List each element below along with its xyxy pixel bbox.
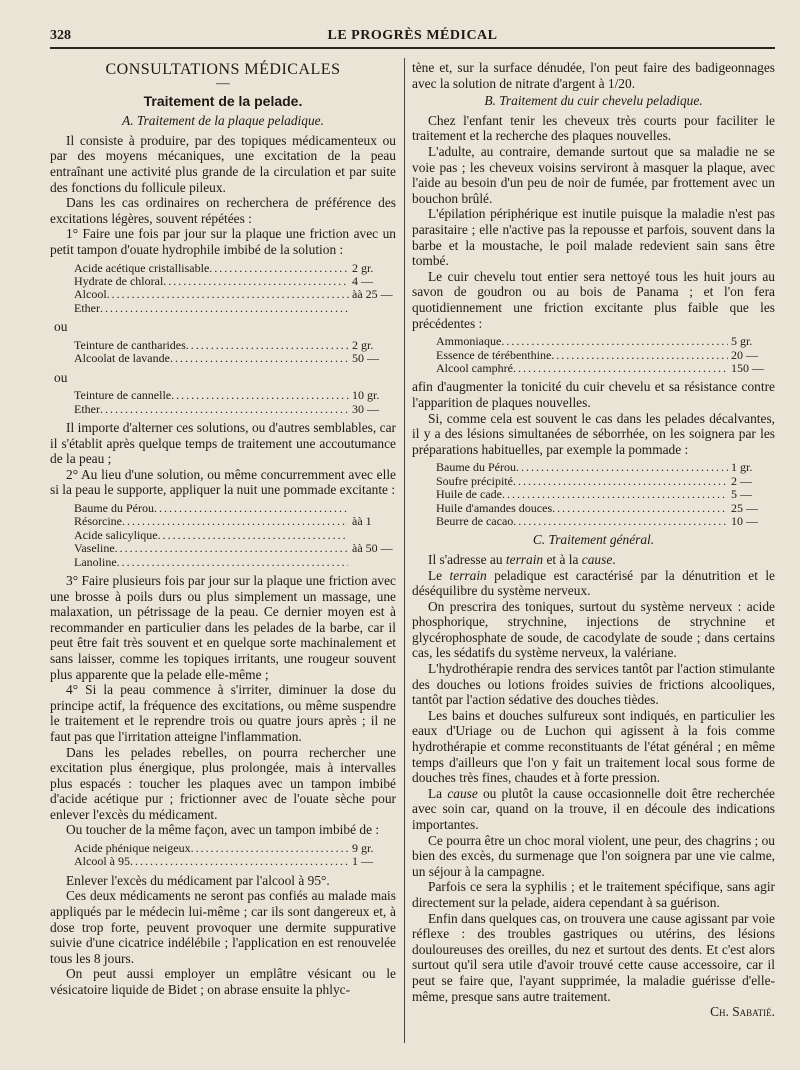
right-column [412,60,775,1020]
paragraph: Les bains et douches sulfureux sont indiqués, en particulier les eaux d'Uriage ou de Luchon qui agissent à la fois comme hydrothérapie et comme reconstituants de l'état général ; en même temps d'ailleurs que l'on y fait un traitement local sous forme de douches très fines, chaudes et à forte pression. [412,707,775,786]
paragraph: Parfois ce sera la syphilis ; et le traitement spécifique, sans agir directement sur la pelade, aidera cependant à sa guérison. [412,879,775,910]
paragraph: On prescrira des toniques, surtout du système nerveux : acide phosphorique, strychnine, injections de strychnine et glycérophosphate de soude, de cacodylate de soude ; dans certains cas, les sédatifs du système nerveux, la valériane. [412,598,775,661]
paragraph: 3° Faire plusieurs fois par jour sur la plaque une friction avec une brosse à poils durs ou plus simplement un massage, une malaxation, un pétrissage de la peau. Ce dernier moyen est à recommander en particulier dans les pelades de la barbe, car il peut être fait très souvent et en quelque sorte machinalement et sans laisser, comme les topiques irritants, une rougeur souvent plus apparente que la pelade elle-même ; [50,572,396,682]
paragraph: Il consiste à produire, par des topiques médicamenteux ou par des moyens mécaniques, une excitation de la peau entraînant une activité plus grande de la circulation et par suite des fonctions du follicule pileux. [50,132,396,195]
paragraph: Si, comme cela est souvent le cas dans les pelades décalvantes, il y a des lésions simultanées de séborrhée, on les soignera par les préparations habituelles, par exemple la pommade : [412,410,775,457]
paragraph: La cause ou plutôt la cause occasionnelle doit être recherchée avec soin car, quand on la trouve, il en découle des indications importantes. [412,785,775,832]
formula-row: Alcool à 95 ..... 1 — [74,855,396,868]
section-a-heading: A. Traitement de la plaque peladique. [122,113,324,129]
author-signature: Ch. Sabatié. [710,1004,775,1020]
formula-row: Lanoline ..... [74,556,396,569]
formula-row: Beurre de cacao ..... 10 — [436,515,775,528]
paragraph: L'épilation périphérique est inutile puisque la maladie n'est pas parasitaire ; elle n'active pas la repousse et parfois, souvent dans la barbe et la moustache, le poil malade redevient sain sans être tombé. [412,206,775,269]
paragraph: afin d'augmenter la tonicité du cuir chevelu et sa résistance contre l'apparition de plaques nouvelles. [412,379,775,410]
formula-row: Baume du Pérou ..... 1 gr. [436,461,775,474]
formula-row: Ether ..... 30 — [74,403,396,416]
formula-row: Baume du Pérou ..... [74,502,396,515]
formula-5 [74,842,396,869]
formula-2 [74,339,396,366]
formula-row: Huile de cade ..... 5 — [436,488,775,501]
paragraph: Dans les pelades rebelles, on pourra rechercher une excitation plus énergique, plus prolongée, mais à intervalles plus espacés : toucher les plaques avec un tampon imbibé d'acide acétique pur ; frictionner avec de l'ouate sèche pour enlever l'excès du médicament. [50,744,396,822]
formula-row: Acide salicylique ..... [74,529,396,542]
formula-row: Alcool camphré ..... 150 — [436,362,775,375]
formula-row: Ether ..... [74,302,396,315]
paragraph: 4° Si la peau commence à s'irriter, diminuer la dose du principe actif, la fréquence des excitations, ou même suspendre le traitement et le reprendre trois ou quatre jours après ; il ne faut pas que l'irritation atteigne l'inflammation. [50,682,396,744]
main-title: CONSULTATIONS MÉDICALES [105,61,341,78]
alternative-ou: ou [54,319,68,335]
formula-row: Teinture de cannelle ..... 10 gr. [74,389,396,402]
formula-6 [436,335,775,375]
formula-row: Huile d'amandes douces ..... 25 — [436,502,775,515]
section-b-heading: B. Traitement du cuir chevelu peladique. [484,93,703,109]
formula-row: Résorcine ..... àà 1 [74,515,396,528]
paragraph: Ce pourra être un choc moral violent, une peur, des chagrins ; ou bien des excès, du surmenage que l'on soignera par une vie calme, un séjour à la campagne. [412,832,775,879]
paragraph: L'adulte, au contraire, demande surtout que sa maladie ne se voie pas ; les cheveux voisins serviront à masquer la plaque, avec l'aide au besoin d'un peu de noir de fumée, par frottement avec un bouchon brûlé. [412,143,775,206]
formula-1 [74,262,396,316]
journal-title: LE PROGRÈS MÉDICAL [327,28,498,43]
paragraph: On peut aussi employer un emplâtre vésicant ou le vésicatoire liquide de Bidet ; on abrase ensuite la phlyc- [50,966,396,998]
paragraph: Le terrain peladique est caractérisé par la dénutrition et le déséquilibre du système nerveux. [412,567,775,599]
paragraph: tène et, sur la surface dénudée, l'on peut faire des badigeonnages avec la solution de nitrate d'argent à 1/20. [412,60,775,91]
formula-row: Alcool ..... àà 25 — [74,288,396,301]
paragraph: Le cuir chevelu tout entier sera nettoyé tous les huit jours au savon de goudron ou au bois de Panama ; et l'on fera quotidiennement une friction excitante plus faible que les précédentes : [412,268,775,331]
paragraph: Ces deux médicaments ne seront pas confiés au malade mais appliqués par le médecin lui-même ; car ils sont dangereux et, à dose trop forte, peuvent provoquer une dermite suppurative suivie d'une cicatrice indélébile ; l'application en est renouvelée tous les 8 jours. [50,888,396,966]
formula-row: Ammoniaque ..... 5 gr. [436,335,775,348]
paragraph: Enfin dans quelques cas, on trouvera une cause agissant par voie réflexe : des troubles gastriques ou utérins, des lésions douloureuses des oreilles, du nez et surtout des dents. Et c'est alors surtout qu'il sera utile d'avoir trouvé cette cause accessoire, car il peut se faire que, l'ayant supprimée, la maladie guérisse d'elle-même, presque sans autre traitement. [412,910,775,1004]
formula-row: Hydrate de chloral ..... 4 — [74,275,396,288]
paragraph: 1° Faire une fois par jour sur la plaque une friction avec un petit tampon d'ouate hydrophile imbibé de la solution : [50,226,396,257]
formula-row: Acide acétique cristallisable ..... 2 gr. [74,262,396,275]
paragraph: L'hydrothérapie rendra des services tantôt par l'action stimulante des douches ou lotions froides suivies de frictions alcooliques, tantôt par l'action sédative des douches tièdes. [412,661,775,708]
page-number: 328 [50,28,71,43]
paragraph: Ou toucher de la même façon, avec un tampon imbibé de : [66,822,380,838]
header-rule [50,47,775,49]
paragraph: Il importe d'alterner ces solutions, ou d'autres semblables, car il s'établit après quelque temps de traitement une accoutumance de la peau ; [50,419,396,467]
formula-7 [436,461,775,528]
left-column [50,60,396,998]
formula-row: Vaseline ..... àà 50 — [74,542,396,555]
formula-row: Alcoolat de lavande ..... 50 — [74,352,396,365]
title-dash: — [216,74,230,90]
formula-3 [74,389,396,416]
paragraph: 2° Au lieu d'une solution, ou même concurremment avec elle si la peau le supporte, appliquer la nuit une pommade excitante : [50,466,396,498]
section-c-heading: C. Traitement général. [532,532,655,548]
paragraph: Enlever l'excès du médicament par l'alcool à 95°. [66,872,330,888]
alternative-ou: ou [54,369,68,385]
column-divider [404,58,405,1043]
formula-row: Acide phénique neigeux ..... 9 gr. [74,842,396,855]
formula-4 [74,502,396,569]
article-subtitle: Traitement de la pelade. [143,92,303,109]
formula-row: Essence de térébenthine ..... 20 — [436,349,775,362]
paragraph: Dans les cas ordinaires on recherchera de préférence des excitations légères, souvent répétées : [50,195,396,226]
paragraph: Chez l'enfant tenir les cheveux très courts pour faciliter le traitement et la recherche des plaques nouvelles. [412,112,775,144]
formula-row: Soufre précipité ..... 2 — [436,475,775,488]
formula-row: Teinture de cantharides ..... 2 gr. [74,339,396,352]
paragraph: Il s'adresse au terrain et à la cause. [428,551,616,567]
